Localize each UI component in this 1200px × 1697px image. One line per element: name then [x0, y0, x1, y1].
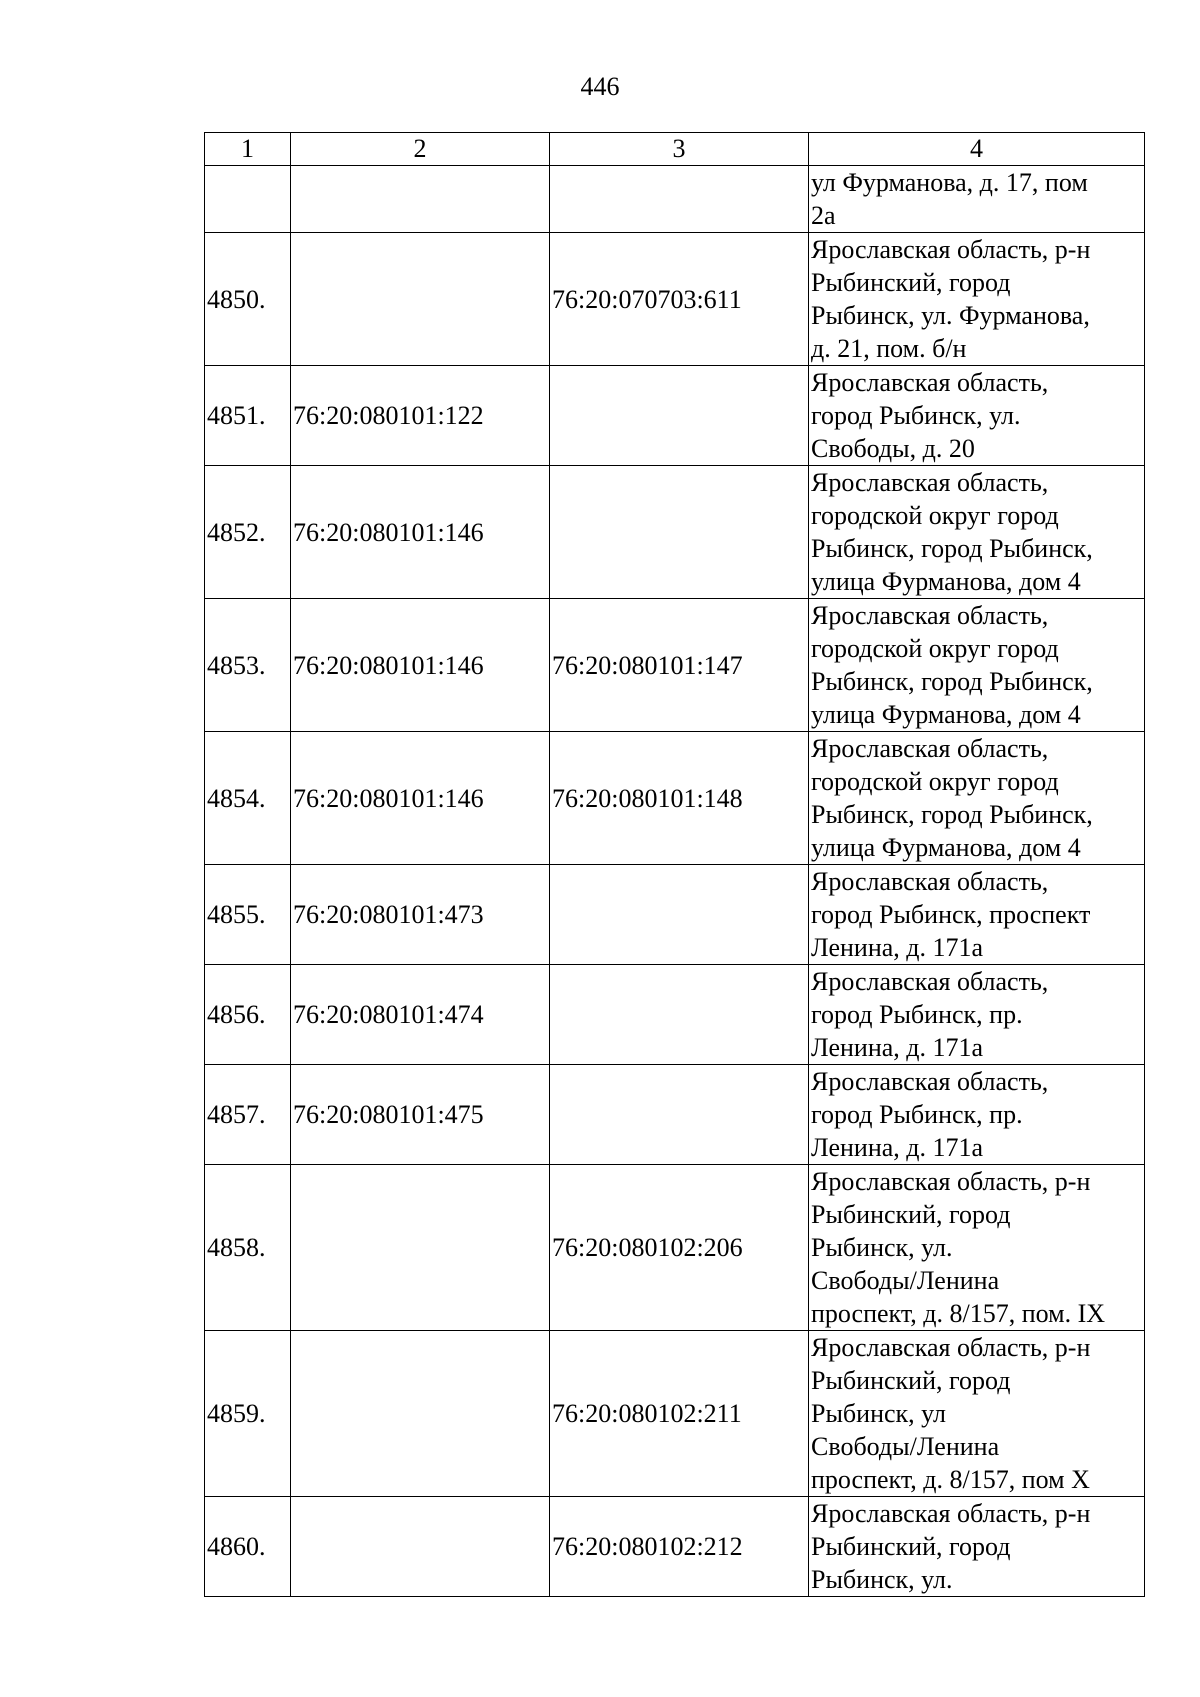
address-line: Ярославская область, р-н [811, 1167, 1091, 1196]
table-row [205, 865, 1145, 965]
address-line: проспект, д. 8/157, пом X [811, 1465, 1090, 1494]
address-line: ул Фурманова, д. 17, пом [811, 168, 1088, 197]
row-number-cell: 4860. [205, 1497, 291, 1597]
address-cell [809, 466, 1145, 599]
row-number-cell: 4856. [205, 965, 291, 1065]
object-number-cell: 76:20:070703:611 [550, 233, 809, 366]
table-row [205, 1497, 1145, 1597]
address-cell [809, 965, 1145, 1065]
address-line: Рыбинский, город [811, 1200, 1011, 1229]
address-line: Ярославская область, [811, 468, 1049, 497]
address-line: городской округ город [811, 634, 1059, 663]
address-line: город Рыбинск, проспект [811, 900, 1091, 929]
object-number-cell: 76:20:080101:147 [550, 599, 809, 732]
address-line: Рыбинск, город Рыбинск, [811, 534, 1093, 563]
address-line: Рыбинск, город Рыбинск, [811, 800, 1093, 829]
object-number-cell [550, 166, 809, 233]
address-cell [809, 732, 1145, 865]
parcel-number-cell: 76:20:080101:146 [291, 599, 550, 732]
object-number-cell [550, 366, 809, 466]
address-cell [809, 599, 1145, 732]
object-number-cell [550, 965, 809, 1065]
table-row [205, 599, 1145, 732]
address-cell [809, 1065, 1145, 1165]
address-line: Рыбинский, город [811, 1366, 1011, 1395]
address-line: улица Фурманова, дом 4 [811, 833, 1081, 862]
parcel-number-cell [291, 1165, 550, 1331]
address-line: Рыбинск, ул. Фурманова, [811, 301, 1090, 330]
address-line: городской округ город [811, 767, 1059, 796]
address-line: Рыбинск, ул. [811, 1565, 953, 1594]
address-line: Ярославская область, [811, 734, 1049, 763]
parcel-number-cell [291, 166, 550, 233]
register-table [204, 132, 1145, 1597]
parcel-number-cell: 76:20:080101:474 [291, 965, 550, 1065]
table-row [205, 1331, 1145, 1497]
row-number-cell: 4853. [205, 599, 291, 732]
object-number-cell [550, 865, 809, 965]
object-number-cell [550, 466, 809, 599]
address-line: Ленина, д. 171а [811, 1033, 984, 1062]
parcel-number-cell: 76:20:080101:122 [291, 366, 550, 466]
table-row [205, 965, 1145, 1065]
object-number-cell: 76:20:080101:148 [550, 732, 809, 865]
address-line: Рыбинск, ул. [811, 1233, 953, 1262]
table-row [205, 366, 1145, 466]
header-col-2: 2 [291, 133, 550, 166]
parcel-number-cell: 76:20:080101:475 [291, 1065, 550, 1165]
table-row [205, 1165, 1145, 1331]
page-number: 446 [580, 72, 620, 101]
header-col-4: 4 [809, 133, 1145, 166]
header-row [205, 133, 1145, 166]
table-row [205, 1065, 1145, 1165]
row-number-cell: 4855. [205, 865, 291, 965]
address-line: городской округ город [811, 501, 1059, 530]
address-line: проспект, д. 8/157, пом. IX [811, 1299, 1106, 1328]
address-line: Ярославская область, [811, 368, 1049, 397]
address-cell [809, 1331, 1145, 1497]
address-line: Ленина, д. 171а [811, 1133, 984, 1162]
address-line: Ярославская область, [811, 601, 1049, 630]
address-cell [809, 1497, 1145, 1597]
table-header [205, 133, 1145, 166]
address-cell [809, 865, 1145, 965]
parcel-number-cell: 76:20:080101:146 [291, 732, 550, 865]
address-line: Рыбинск, ул [811, 1399, 946, 1428]
address-line: улица Фурманова, дом 4 [811, 700, 1081, 729]
address-line: Ярославская область, [811, 967, 1049, 996]
object-number-cell [550, 1065, 809, 1165]
address-cell [809, 366, 1145, 466]
table-row [205, 732, 1145, 865]
table-body [205, 166, 1145, 1597]
address-line: Ярославская область, [811, 1067, 1049, 1096]
table-row [205, 466, 1145, 599]
address-line: Свободы/Ленина [811, 1432, 1000, 1461]
table-row [205, 166, 1145, 233]
address-line: город Рыбинск, ул. [811, 401, 1021, 430]
address-line: город Рыбинск, пр. [811, 1100, 1023, 1129]
address-cell [809, 233, 1145, 366]
parcel-number-cell [291, 1331, 550, 1497]
row-number-cell: 4850. [205, 233, 291, 366]
object-number-cell: 76:20:080102:206 [550, 1165, 809, 1331]
row-number-cell: 4852. [205, 466, 291, 599]
object-number-cell: 76:20:080102:212 [550, 1497, 809, 1597]
row-number-cell: 4854. [205, 732, 291, 865]
parcel-number-cell: 76:20:080101:473 [291, 865, 550, 965]
address-line: Ярославская область, р-н [811, 1499, 1091, 1528]
table-row [205, 233, 1145, 366]
header-col-1: 1 [205, 133, 291, 166]
parcel-number-cell [291, 1497, 550, 1597]
row-number-cell: 4858. [205, 1165, 291, 1331]
address-cell [809, 1165, 1145, 1331]
address-line: Свободы, д. 20 [811, 434, 975, 463]
address-cell [809, 166, 1145, 233]
object-number-cell: 76:20:080102:211 [550, 1331, 809, 1497]
address-line: Ярославская область, р-н [811, 1333, 1091, 1362]
address-line: Свободы/Ленина [811, 1266, 1000, 1295]
address-line: д. 21, пом. б/н [811, 334, 967, 363]
address-line: Ярославская область, [811, 867, 1049, 896]
address-line: Рыбинск, город Рыбинск, [811, 667, 1093, 696]
row-number-cell: 4857. [205, 1065, 291, 1165]
parcel-number-cell [291, 233, 550, 366]
row-number-cell: 4851. [205, 366, 291, 466]
header-col-3: 3 [550, 133, 809, 166]
row-number-cell [205, 166, 291, 233]
address-line: Рыбинский, город [811, 1532, 1011, 1561]
address-line: Ленина, д. 171а [811, 933, 984, 962]
parcel-number-cell: 76:20:080101:146 [291, 466, 550, 599]
address-line: город Рыбинск, пр. [811, 1000, 1023, 1029]
address-line: Ярославская область, р-н [811, 235, 1091, 264]
row-number-cell: 4859. [205, 1331, 291, 1497]
address-line: 2а [811, 201, 836, 230]
address-line: улица Фурманова, дом 4 [811, 567, 1081, 596]
address-line: Рыбинский, город [811, 268, 1011, 297]
